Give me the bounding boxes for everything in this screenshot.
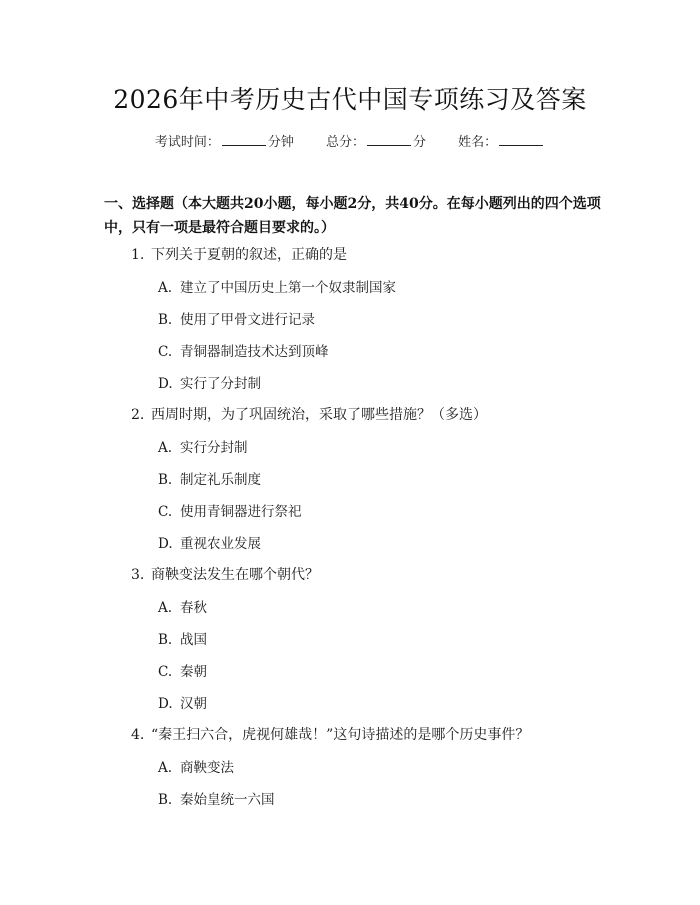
question-text: 商鞅变法发生在哪个朝代？ (151, 567, 319, 583)
total-score-blank (367, 135, 411, 146)
option-item (158, 692, 207, 712)
option-item (158, 596, 207, 616)
question-item (131, 244, 347, 264)
question-number: 3. (131, 567, 145, 583)
option-text: 战国 (180, 632, 207, 648)
question-number: 1. (131, 247, 145, 263)
option-item (158, 372, 261, 392)
student-name-field (458, 135, 545, 150)
option-text: 使用青铜器进行祭祀 (180, 504, 302, 520)
option-letter: B. (158, 632, 173, 648)
question-number: 2. (131, 407, 145, 423)
option-letter: B. (158, 792, 173, 808)
question-item (131, 724, 529, 744)
option-item (158, 468, 261, 488)
exam-time-label: 考试时间： (154, 135, 220, 150)
option-text: 商鞅变法 (180, 760, 234, 776)
question-item (131, 404, 487, 424)
option-text: 汉朝 (180, 696, 207, 712)
question-number: 4. (131, 727, 145, 743)
option-letter: A. (158, 280, 173, 296)
exam-time-field (155, 135, 294, 150)
student-name-blank (499, 135, 543, 146)
section-heading: 一、选择题（本大题共20小题，每小题2分，共40分。在每小题列出的四个选项中，只有一项是最符合题目要求的。） (104, 196, 601, 236)
question-text: 下列关于夏朝的叙述，正确的是 (151, 247, 347, 263)
option-item (158, 788, 275, 808)
option-item (158, 500, 302, 520)
option-letter: C. (158, 664, 173, 680)
option-item (158, 276, 396, 296)
option-text: 建立了中国历史上第一个奴隶制国家 (180, 280, 396, 296)
option-text: 实行分封制 (180, 440, 248, 456)
option-letter: D. (158, 376, 173, 392)
option-text: 制定礼乐制度 (180, 472, 261, 488)
option-item (158, 660, 207, 680)
option-text: 实行了分封制 (180, 376, 261, 392)
option-item (158, 628, 207, 648)
option-letter: C. (158, 344, 173, 360)
option-letter: C. (158, 504, 173, 520)
page-title: 2026年中考历史古代中国专项练习及答案 (113, 85, 587, 114)
option-text: 秦始皇统一六国 (180, 792, 275, 808)
option-item (158, 756, 234, 776)
exam-time-blank (222, 135, 266, 146)
option-item (158, 532, 261, 552)
option-text: 重视农业发展 (180, 536, 261, 552)
option-letter: A. (158, 760, 173, 776)
total-score-field (326, 135, 426, 150)
option-letter: B. (158, 472, 173, 488)
option-text: 秦朝 (180, 664, 207, 680)
option-item (158, 340, 329, 360)
exam-meta-line (0, 131, 700, 150)
question-item (131, 564, 319, 584)
total-score-unit: 分 (413, 135, 427, 150)
option-item (158, 436, 248, 456)
option-letter: A. (158, 600, 173, 616)
student-name-label: 姓名： (458, 135, 498, 150)
total-score-label: 总分： (325, 135, 365, 150)
option-letter: A. (158, 440, 173, 456)
question-text: “秦王扫六合，虎视何雄哉！”这句诗描述的是哪个历史事件？ (151, 727, 530, 743)
option-letter: B. (158, 312, 173, 328)
exam-time-unit: 分钟 (267, 135, 294, 150)
question-text: 西周时期，为了巩固统治，采取了哪些措施？（多选） (151, 407, 487, 423)
option-item (158, 308, 315, 328)
option-text: 青铜器制造技术达到顶峰 (180, 344, 329, 360)
option-letter: D. (158, 696, 173, 712)
option-letter: D. (158, 536, 173, 552)
option-text: 春秋 (180, 600, 207, 616)
option-text: 使用了甲骨文进行记录 (180, 312, 315, 328)
